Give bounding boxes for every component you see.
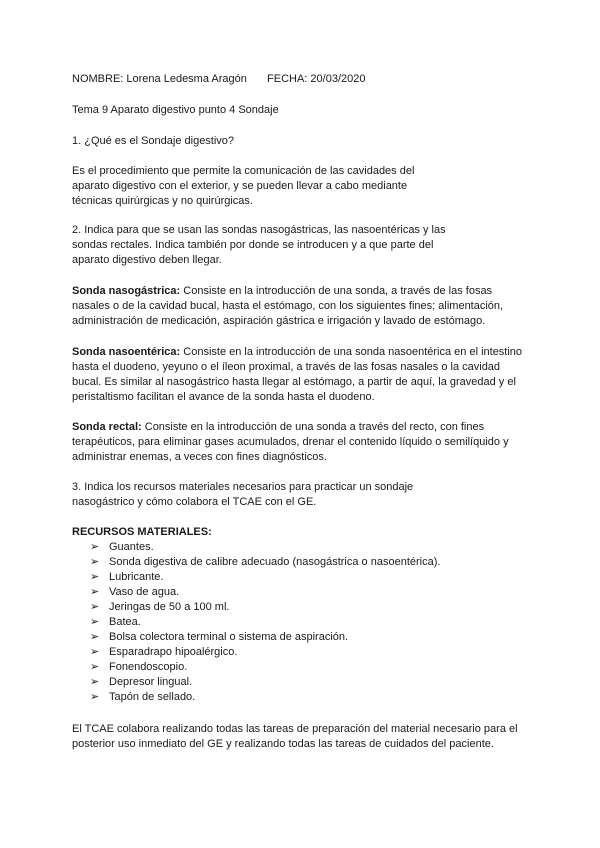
conclusion-paragraph [72, 722, 542, 752]
sonda-rectal-label: Sonda rectal: [72, 421, 142, 433]
question-2 [72, 223, 542, 268]
student-name: Lorena Ledesma Aragón [126, 73, 247, 85]
arrow-bullet-icon: ➢ [90, 646, 100, 658]
sonda-nasogastrica-label: Sonda nasogástrica: [72, 285, 181, 297]
paragraph-line: administrar enemas, a veces con fines diagnósticos. [72, 451, 327, 463]
question-1 [72, 134, 542, 149]
list-item-text: Lubricante. [109, 571, 164, 583]
header-line [72, 72, 542, 87]
list-item [90, 540, 530, 555]
list-item-text: Batea. [109, 616, 141, 628]
sonda-nasoenterica-label: Sonda nasoentérica: [72, 346, 181, 358]
question-1-text: 1. ¿Qué es el Sondaje digestivo? [72, 135, 235, 147]
list-item [90, 615, 530, 630]
date-label: FECHA: [267, 73, 308, 85]
answer-1-line: Es el procedimiento que permite la comunicación de las cavidades del [72, 165, 415, 177]
question-2-line: aparato digestivo deben llegar. [72, 254, 222, 266]
arrow-bullet-icon: ➢ [90, 631, 100, 643]
topic-title: Tema 9 Aparato digestivo punto 4 Sondaje [72, 104, 279, 116]
paragraph-text: Consiste en la introducción de una sonda nasoentérica en el intestino [180, 346, 523, 358]
recursos-heading [72, 525, 542, 540]
arrow-bullet-icon: ➢ [90, 601, 100, 613]
date-value: 20/03/2020 [310, 73, 366, 85]
list-item-text: Guantes. [109, 541, 154, 553]
sonda-nasogastrica-paragraph [72, 284, 542, 329]
paragraph-line: hasta el duodeno, yeyuno o el íleon proximal, a través de las fosas nasales o la cavidad [72, 361, 501, 373]
list-item [90, 660, 530, 675]
list-item [90, 675, 530, 690]
recursos-list [90, 540, 530, 705]
list-item-text: Jeringas de 50 a 100 ml. [109, 601, 230, 613]
question-3-line: 3. Indica los recursos materiales necesarios para practicar un sondaje [72, 481, 414, 493]
arrow-bullet-icon: ➢ [90, 661, 100, 673]
answer-1 [72, 164, 542, 209]
list-item-text: Esparadrapo hipoalérgico. [109, 646, 238, 658]
arrow-bullet-icon: ➢ [90, 586, 100, 598]
sonda-nasoenterica-paragraph [72, 345, 542, 405]
list-item [90, 645, 530, 660]
arrow-bullet-icon: ➢ [90, 541, 100, 553]
question-3-line: nasogástrico y cómo colabora el TCAE con el GE. [72, 496, 317, 508]
list-item-text: Bolsa colectora terminal o sistema de aspiración. [109, 631, 349, 643]
question-2-line: sondas rectales. Indica también por donde se introducen y a que parte del [72, 239, 434, 251]
list-item [90, 570, 530, 585]
paragraph-line: peristaltismo facilitan el avance de la sonda hasta el duodeno. [72, 391, 375, 403]
sonda-rectal-paragraph [72, 420, 542, 465]
arrow-bullet-icon: ➢ [90, 571, 100, 583]
arrow-bullet-icon: ➢ [90, 691, 100, 703]
topic-line [72, 103, 542, 118]
paragraph-line: terapéuticos, para eliminar gases acumulados, drenar el contenido líquido o semilíquido y [72, 436, 509, 448]
recursos-title: RECURSOS MATERIALES: [72, 526, 212, 538]
list-item [90, 555, 530, 570]
list-item-text: Tapón de sellado. [109, 691, 196, 703]
paragraph-text: Consiste en la introducción de una sonda, a través de las fosas [180, 285, 493, 297]
arrow-bullet-icon: ➢ [90, 616, 100, 628]
arrow-bullet-icon: ➢ [90, 676, 100, 688]
list-item-text: Fonendoscopio. [109, 661, 188, 673]
list-item-text: Sonda digestiva de calibre adecuado (nasogástrica o nasoentérica). [109, 556, 441, 568]
list-item-text: Depresor lingual. [109, 676, 193, 688]
conclusion-line: El TCAE colabora realizando todas las tareas de preparación del material necesario para el [72, 723, 518, 735]
list-item [90, 585, 530, 600]
question-3 [72, 480, 542, 510]
list-item [90, 600, 530, 615]
paragraph-line: bucal. Es similar al nasogástrico hasta llegar al estómago, a partir de aquí, la gravedad y el [72, 376, 516, 388]
list-item [90, 690, 530, 705]
conclusion-line: posterior uso inmediato del GE y realizando todas las tareas de cuidados del paciente. [72, 738, 494, 750]
answer-1-line: aparato digestivo con el exterior, y se pueden llevar a cabo mediante [72, 180, 408, 192]
answer-1-line: técnicas quirúrgicas y no quirúrgicas. [72, 195, 253, 207]
question-2-line: 2. Indica para que se usan las sondas nasogástricas, las nasoentéricas y las [72, 224, 446, 236]
arrow-bullet-icon: ➢ [90, 556, 100, 568]
list-item [90, 630, 530, 645]
name-label: NOMBRE: [72, 73, 124, 85]
paragraph-line: nasales o de la cavidad bucal, hasta el estómago, con los siguientes fines; alimentación, [72, 300, 504, 312]
paragraph-text: Consiste en la introducción de una sonda a través del recto, con fines [141, 421, 485, 433]
list-item-text: Vaso de agua. [109, 586, 180, 598]
paragraph-line: administración de medicación, aspiración gástrica e irrigación y lavado de estómago. [72, 315, 486, 327]
